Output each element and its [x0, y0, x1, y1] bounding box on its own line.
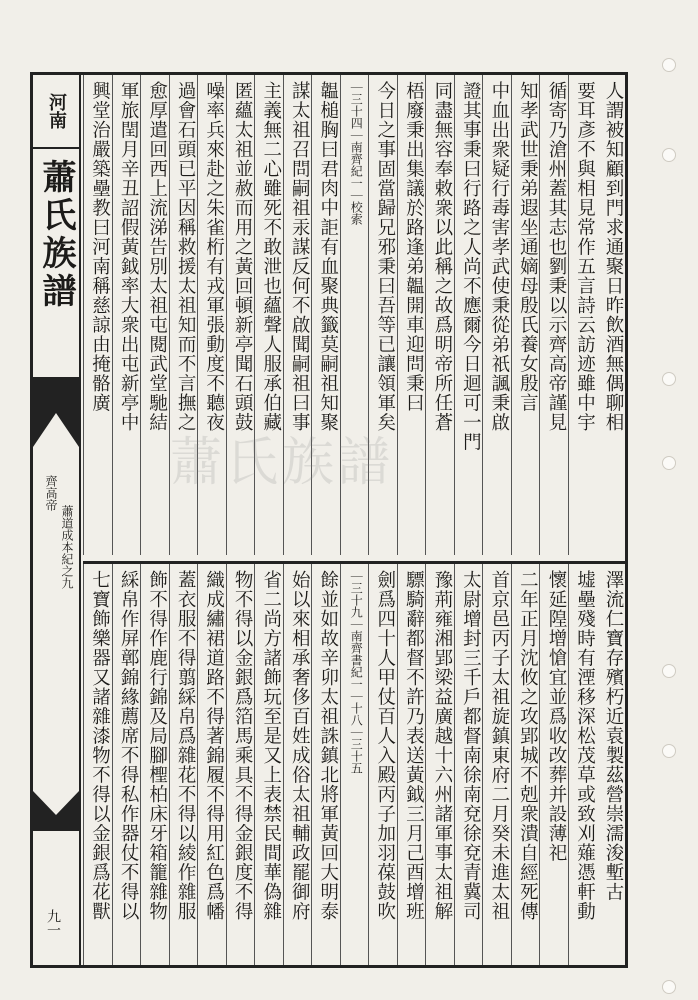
binding-hole — [662, 664, 676, 678]
text-column: 要耳彥不與相見常作五言詩云訪迹雖中宇 — [568, 75, 597, 555]
page-number: 九一 — [45, 909, 61, 937]
text-column: 梧廢秉出集議於路逢弟韞開車迎問秉曰 — [397, 75, 426, 555]
text-column: 知孝武世秉弟遐坐通嫡母殷氏養女殷言 — [511, 75, 540, 555]
text-column: 織成繡裙道路不得著錦履不得用紅色爲幡 — [197, 564, 226, 965]
text-column: 今日之事固當歸兄邪秉曰吾等已讓領軍矣 — [368, 75, 397, 555]
text-column: 蓋衣服不得翦綵帛爲雜花不得以綾作雜服 — [169, 564, 198, 965]
text-column: 澤流仁寶存殯朽近袁製茲營崇濡浚塹古 — [603, 570, 624, 902]
text-column: ｜三十九｜南齊書紀一｜十八｜三十五 — [340, 564, 369, 965]
text-column: 物不得以金銀爲箔馬乘具不得金銀度不得 — [226, 564, 255, 965]
text-column: 豫荊雍湘郢梁益廣越十六州諸軍事太祖解 — [425, 564, 454, 965]
binding-hole — [662, 744, 676, 758]
text-column: 主義無二心雖死不敢泄也蘊聲人服承伯藏 — [254, 75, 283, 555]
text-column: 餘並如故辛卯太祖誅鎮北將軍黃回大明泰 — [311, 564, 340, 965]
text-column: ｜三十四｜南齊紀一｜校索 — [340, 75, 369, 555]
text-column: 墟壘殘時有湮移深松茂草或致刈薙憑軒動 — [568, 564, 597, 965]
text-column: 劍爲四十人甲仗百人入殿丙子加羽葆鼓吹 — [368, 564, 397, 965]
text-column: 韞槌胸曰君肉中詎有血聚典籤莫嗣祖知聚 — [311, 75, 340, 555]
text-column: 二年正月沈攸之攻郢城不剋衆潰自經死傳 — [511, 564, 540, 965]
binding-hole — [662, 980, 676, 994]
watermark-text: 蕭氏族譜 — [170, 433, 395, 493]
page-frame — [30, 72, 628, 968]
text-column: 驃騎辭都督不許乃表送黃鉞三月己酉增班 — [397, 564, 426, 965]
text-column: 證其事秉曰行路之人尚不應爾今日迴可一門 — [454, 75, 483, 555]
text-column: 過會石頭已平因稱救援太祖知而不言撫之 — [169, 75, 198, 555]
text-column: 愈厚遣回西上流涕告別太祖屯閱武堂馳結 — [140, 75, 169, 555]
text-column: 循寄乃滄州蓋其志也劉秉以示齊高帝謹見 — [539, 75, 568, 555]
text-column: 懷延隍增愴宜並爲收改葬并設薄祀 — [539, 564, 568, 965]
text-column: 同盡無容奉敕衆以此稱之故爲明帝所任蒼 — [425, 75, 454, 555]
binding-hole — [662, 148, 676, 162]
lower-fish-tail-icon — [33, 791, 79, 831]
section-subtitle: 齊高帝 — [44, 475, 58, 511]
text-column: 綵帛作屏鄣錦緣薦席不得私作器仗不得以 — [112, 564, 141, 965]
text-column: 省二尚方諸飾玩至是又上表禁民間華偽雜 — [254, 564, 283, 965]
text-column: 噪率兵來赴之朱雀桁有戎軍張動度不聽夜 — [197, 75, 226, 555]
text-column: 七寶飾樂器又諸雜漆物不得以金銀爲花獸 — [83, 564, 112, 965]
fish-tail-icon — [33, 377, 79, 447]
upper-text-block — [83, 75, 625, 555]
binding-hole — [662, 456, 676, 470]
text-column: 謀太祖召問嗣祖汞謀反何不啟聞嗣祖曰事 — [283, 75, 312, 555]
binding-hole — [662, 372, 676, 386]
text-column: 軍旅閏月辛丑詔假黃鉞率大衆出屯新亭中 — [112, 75, 141, 555]
text-column: 興堂治嚴築壘教曰河南稱慈諒由掩骼廣 — [83, 75, 112, 555]
text-column: 首京邑丙子太祖旋鎮東府二月癸未進太祖 — [482, 564, 511, 965]
text-column: 人謂被知顧到門求通聚日昨飲酒無偶聊相 — [603, 81, 624, 432]
region-label: 河南 — [33, 75, 79, 149]
binding-hole — [662, 58, 676, 72]
text-column: 太尉增封三千戶都督南徐南兗徐兗青冀司 — [454, 564, 483, 965]
text-column: 匿蘊太祖並赦而用之黃回頓新亭聞石頭鼓 — [226, 75, 255, 555]
text-column: 飾不得作鹿行錦及局腳檉柏床牙箱籠雜物 — [140, 564, 169, 965]
text-column: 始以來相承奢侈百姓成俗太祖輔政罷御府 — [283, 564, 312, 965]
book-title: 蕭氏族譜 — [36, 159, 76, 311]
lower-text-block — [83, 561, 625, 965]
side-margin — [33, 75, 81, 965]
chapter-label: 蕭道成本紀之九 — [60, 505, 74, 589]
text-column: 中血出衆疑行毒害孝武使秉從弟祇諷秉啟 — [482, 75, 511, 555]
